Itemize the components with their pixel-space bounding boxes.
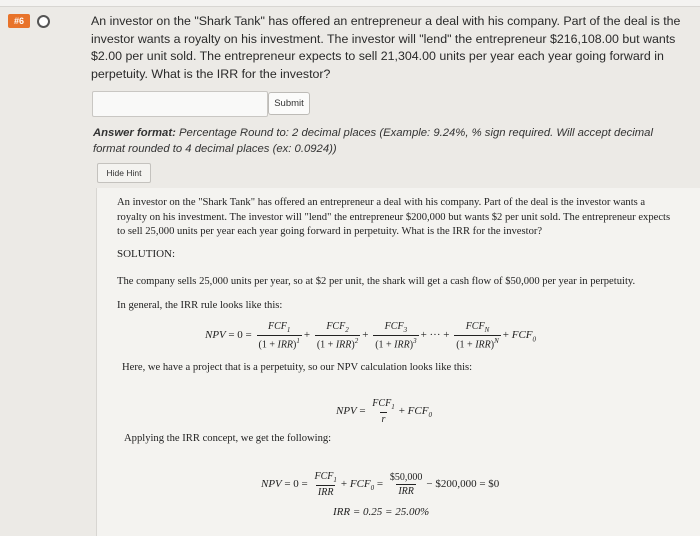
question-text: An investor on the "Shark Tank" has offered an entrepreneur a deal with his company. Part of the deal is the investor wants a royalty on his investment. The investor will "lend" the entrepreneur $216,108.00 but wants $2.00 per unit sold. The entrepreneur expects to sell 21,304.00 units per year each year going forward in perpetuity. What is the IRR for the investor? — [91, 14, 681, 81]
hide-hint-button[interactable]: Hide Hint — [97, 163, 151, 183]
answer-format-text: Percentage Round to: 2 decimal places (Example: 9.24%, % sign required. Will accept decimal format rounded to 4 decimal places (ex: 0.0924)) — [93, 127, 653, 155]
status-circle-icon — [37, 15, 50, 28]
solution-line-4: Applying the IRR concept, we get the following: — [124, 433, 332, 444]
irr-application-equation: NPV = 0 = $\frac{FCF_1}{\text{IRR}}$ + $FCF_0$ = $\frac{\$50,000}{\text{IRR}}$ − $200,000 = $0 — [261, 471, 500, 498]
solution-label: SOLUTION: — [117, 248, 176, 260]
irr-result: IRR = 0.25 = 25.00% — [333, 506, 430, 518]
answer-format — [93, 125, 683, 157]
perpetuity-npv-equation: NPV = $\frac{FCF_1}{r}$ + $FCF_0$ — [336, 398, 432, 425]
irr-rule-equation: NPV = 0 = $\frac{FCF_1}{(1 + IRR)^1}$ + $\frac{FCF_2}{(1 + IRR)^2}$ + $\frac{FCF_3}{(1 + IRR)^3}$ + ··· + $\frac{FCF_N}{(1 + IRR)^N}$ + $FCF_0$ — [205, 321, 537, 351]
solution-line-2: In general, the IRR rule looks like this: — [117, 300, 283, 311]
submit-button[interactable]: Submit — [268, 92, 310, 115]
solution-line-1: The company sells 25,000 units per year, so at $2 per unit, the shark will get a cash flow of $50,000 per year in perpetuity. — [117, 276, 636, 287]
hint-problem-text: An investor on the "Shark Tank" has offered an entrepreneur a deal with his company. Part of the deal is the investor wants a royalty on his investment. The investor will "lend" the entrepreneur $200,000 but wants $2 per unit sold. The entrepreneur expects to sell 25,000 units per year each year going forward in perpetuity. What is the IRR for the investor? — [117, 197, 671, 238]
answer-input[interactable] — [92, 91, 268, 117]
solution-line-3: Here, we have a project that is a perpetuity, so our NPV calculation looks like this: — [122, 362, 473, 373]
answer-format-label: Answer format: — [93, 127, 176, 139]
top-bar — [0, 0, 700, 7]
question-number-badge: #6 — [8, 14, 30, 28]
